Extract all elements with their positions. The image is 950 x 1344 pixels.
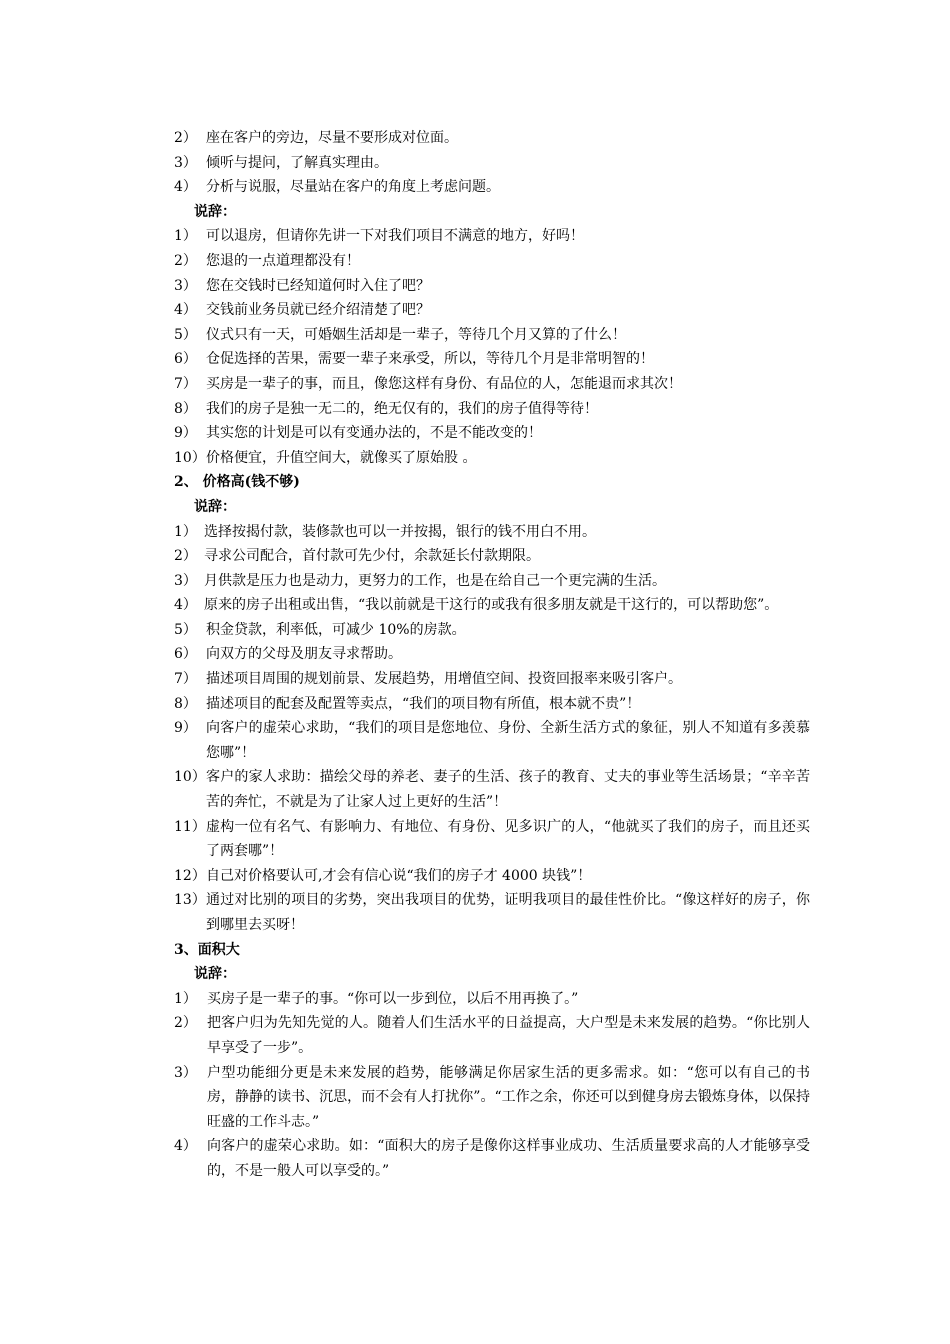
list-item — [174, 667, 810, 692]
item-text: 虚构一位有名气、有影响力、有地位、有身份、见多识广的人，“他就买了我们的房子，而且还买了两套哪”！ — [206, 818, 810, 860]
list-item — [174, 864, 810, 889]
section-heading: 2、 价格高(钱不够) — [174, 474, 300, 491]
sayings-label: 说辞： — [194, 498, 236, 515]
item-text: 积金贷款，利率低，可减少 10%的房款。 — [206, 621, 466, 638]
item-number: 4） — [174, 1138, 197, 1155]
item-number: 7） — [174, 671, 197, 688]
document-body — [174, 126, 810, 1184]
item-text: 原来的房子出租或出售，“我以前就是干这行的或我有很多朋友就是干这行的，可以帮助您”。 — [204, 597, 779, 614]
list-item — [174, 397, 810, 422]
list-item — [174, 765, 810, 814]
item-text: 买房是一辈子的事，而且，像您这样有身份、有品位的人，怎能退而求其次！ — [206, 375, 682, 392]
item-number: 5） — [174, 621, 197, 638]
list-item — [174, 151, 810, 176]
section-heading: 3、面积大 — [174, 941, 240, 958]
list-item — [174, 1011, 810, 1060]
item-text: 分析与说服，尽量站在客户的角度上考虑问题。 — [206, 179, 500, 196]
item-number: 4） — [174, 179, 197, 196]
item-text: 向客户的虚荣心求助。如：“面积大的房子是像你这样事业成功、生活质量要求高的人才能够享受的，不是一般人可以享受的。” — [207, 1138, 810, 1179]
item-number: 10） — [174, 449, 206, 466]
item-number: 8） — [174, 400, 197, 417]
list-item — [174, 372, 810, 397]
item-number: 11） — [174, 818, 206, 835]
item-text: 客户的家人求助：描绘父母的养老、妻子的生活、孩子的教育、丈夫的事业等生活场景；“辛辛苦苦的奔忙，不就是为了让家人过上更好的生活”！ — [206, 769, 810, 811]
item-text: 仓促选择的苦果，需要一辈子来承受，所以，等待几个月是非常明智的！ — [206, 351, 654, 368]
item-number: 2） — [174, 548, 197, 565]
item-text: 寻求公司配合，首付款可先少付，余款延长付款期限。 — [204, 548, 540, 565]
item-number: 4） — [174, 302, 197, 319]
sayings-label: 说辞： — [194, 203, 236, 220]
item-number: 1） — [174, 990, 197, 1007]
list-item — [174, 544, 810, 569]
item-text: 座在客户的旁边，尽量不要形成对位面。 — [206, 130, 458, 146]
list-item — [174, 347, 810, 372]
item-number: 2） — [174, 1015, 197, 1032]
list-item — [174, 716, 810, 765]
list-item — [174, 642, 810, 667]
item-text: 选择按揭付款，装修款也可以一并按揭，银行的钱不用白不用。 — [204, 523, 596, 540]
list-item — [174, 175, 810, 200]
item-number: 9） — [174, 425, 197, 442]
item-number: 10） — [174, 769, 206, 786]
list-item — [174, 249, 810, 274]
list-item — [174, 815, 810, 864]
item-text: 仪式只有一天，可婚姻生活却是一辈子，等待几个月又算的了什么！ — [206, 326, 626, 343]
item-text: 交钱前业务员就已经介绍清楚了吧？ — [206, 302, 430, 319]
list-item — [174, 274, 810, 299]
list-item — [174, 298, 810, 323]
item-text: 价格便宜，升值空间大，就像买了原始股 。 — [206, 449, 477, 466]
item-text: 买房子是一辈子的事。“你可以一步到位，以后不用再换了。” — [207, 990, 579, 1007]
list-item — [174, 1061, 810, 1135]
item-text: 描述项目的配套及配置等卖点，“我们的项目物有所值，根本就不贵”！ — [206, 695, 641, 712]
item-number: 7） — [174, 375, 197, 392]
list-item — [174, 569, 810, 594]
sayings-label: 说辞： — [194, 966, 236, 983]
item-number: 3） — [174, 1064, 197, 1081]
item-text: 户型功能细分更是未来发展的趋势，能够满足你居家生活的更多需求。如：“您可以有自己的书房，静静的读书、沉思，而不会有人打扰你”。“工作之余，你还可以到健身房去锻炼身体，以保持旺盛的工作斗志。” — [207, 1064, 810, 1130]
item-text: 自己对价格要认可,才会有信心说“我们的房子才 4000 块钱”！ — [206, 867, 592, 884]
item-number: 5） — [174, 326, 197, 343]
item-text: 您退的一点道理都没有！ — [206, 252, 360, 269]
item-text: 向客户的虚荣心求助，“我们的项目是您地位、身份、全新生活方式的象征，别人不知道有多羡慕您哪”！ — [206, 720, 810, 761]
item-number: 13） — [174, 892, 206, 909]
item-number: 4） — [174, 597, 197, 614]
item-number: 3） — [174, 154, 197, 171]
item-text: 通过对比别的项目的劣势，突出我项目的优势，证明我项目的最佳性价比。“像这样好的房子，你到哪里去买呀！ — [206, 892, 810, 933]
list-item — [174, 692, 810, 717]
list-item — [174, 224, 810, 249]
item-number: 3） — [174, 277, 197, 294]
item-number: 6） — [174, 646, 197, 663]
item-number: 2） — [174, 252, 197, 269]
list-item — [174, 888, 810, 937]
item-text: 把客户归为先知先觉的人。随着人们生活水平的日益提高，大户型是未来发展的趋势。“你比别人早享受了一步”。 — [207, 1015, 810, 1056]
item-number: 12） — [174, 867, 206, 884]
list-item — [174, 987, 810, 1012]
item-number: 3） — [174, 572, 197, 589]
item-number: 2） — [174, 130, 197, 146]
item-number: 8） — [174, 695, 197, 712]
item-text: 其实您的计划是可以有变通办法的，不是不能改变的！ — [206, 425, 542, 442]
item-number: 1） — [174, 523, 197, 540]
item-text: 可以退房，但请你先讲一下对我们项目不满意的地方，好吗！ — [206, 228, 584, 245]
list-item — [174, 323, 810, 348]
item-number: 1） — [174, 228, 197, 245]
list-item — [174, 421, 810, 446]
item-text: 倾听与提问，了解真实理由。 — [206, 154, 388, 171]
list-item — [174, 1134, 810, 1183]
list-item — [174, 446, 810, 471]
item-text: 您在交钱时已经知道何时入住了吧？ — [206, 277, 430, 294]
item-number: 6） — [174, 351, 197, 368]
item-text: 描述项目周围的规划前景、发展趋势，用增值空间、投资回报率来吸引客户。 — [206, 671, 682, 688]
list-item — [174, 618, 810, 643]
item-text: 我们的房子是独一无二的，绝无仅有的，我们的房子值得等待！ — [206, 400, 598, 417]
item-number: 9） — [174, 720, 197, 737]
item-text: 月供款是压力也是动力，更努力的工作，也是在给自己一个更完满的生活。 — [204, 572, 666, 589]
list-item — [174, 520, 810, 545]
item-text: 向双方的父母及朋友寻求帮助。 — [206, 646, 402, 663]
list-item — [174, 593, 810, 618]
list-item — [174, 126, 810, 151]
